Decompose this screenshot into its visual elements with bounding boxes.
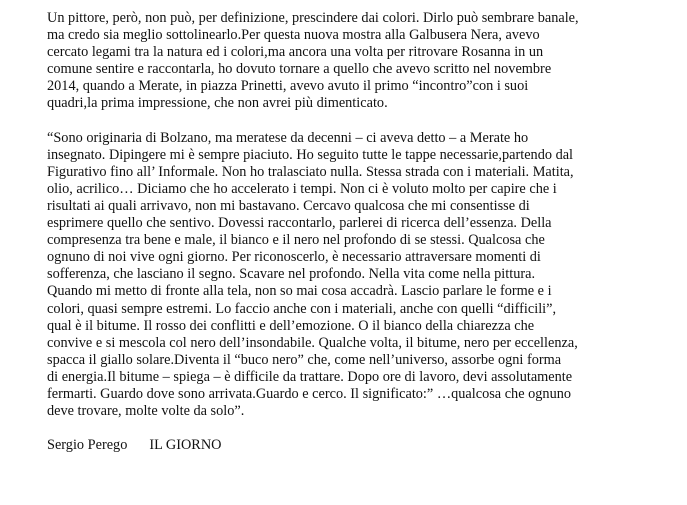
text-line: 2014, quando a Merate, in piazza Prinetti, avevo avuto il primo “incontro”con i suoi [47, 78, 529, 95]
text-line: di energia.Il bitume – spiega – è difficile da trattare. Dopo ore di lavoro, devi assolutamente [47, 368, 573, 385]
text-line: “Sono originaria di Bolzano, ma meratese da decenni – ci aveva detto – a Merate ho [47, 129, 529, 146]
text-line: insegnato. Dipingere mi è sempre piaciuto. Ho seguito tutte le tappe necessarie,partendo dal [47, 146, 574, 163]
text-line: Figurativo fino all’ Informale. Non ho tralasciato nulla. Stessa strada con i materiali. Matita, [47, 163, 574, 180]
text-line: risultati ai quali arrivavo, non mi bastavano. Cercavo qualcosa che mi consentisse di [47, 197, 530, 214]
text-line: olio, acrilico… Diciamo che ho accelerato i tempi. Non ci è voluto molto per capire che i [47, 180, 557, 197]
text-line: colori, quasi sempre estremi. Lo faccio anche con i materiali, anche con quelli “difficili”, [47, 300, 557, 317]
text-line: qual è il bitume. Il rosso dei conflitti e dell’emozione. O il bianco della chiarezza che [47, 317, 535, 334]
text-line: ognuno di noi vive ogni giorno. Per riconoscerlo, è necessario attraversare momenti di [47, 249, 541, 266]
text-line: quadri,la prima impressione, che non avrei più dimenticato. [47, 95, 388, 112]
signature-line [47, 437, 677, 454]
document-page [47, 10, 677, 454]
text-line: deve trovare, molte volte da solo”. [47, 403, 245, 420]
text-line: sofferenza, che lasciano il segno. Scavare nel profondo. Nella vita come nella pittura. [47, 266, 536, 283]
author-name: Sergio Perego [47, 437, 128, 454]
text-line: ma credo sia meglio sottolinearlo.Per questa nuova mostra alla Galbusera Nera, avevo [47, 27, 540, 44]
text-line: cercato legami tra la natura ed i colori,ma ancora una volta per ritrovare Rosanna in un [47, 44, 544, 61]
text-line: spacca il giallo solare.Diventa il “buco nero” che, come nell’universo, assorbe ogni forma [47, 351, 562, 368]
intro-paragraph [47, 10, 677, 113]
text-line: Quando mi metto di fronte alla tela, non so mai cosa accadrà. Lascio parlare le forme e i [47, 283, 552, 300]
quote-paragraph [47, 130, 677, 421]
text-line: comune sentire e raccontarla, ho dovuto tornare a quello che avevo scritto nel novembre [47, 61, 552, 78]
text-line: compresenza tra bene e male, il bianco e il nero nel profondo di se stessi. Qualcosa che [47, 232, 545, 249]
text-line: convive e si mescola col nero dell’insondabile. Qualche volta, il bitume, nero per eccellenza, [47, 334, 578, 351]
paragraph-spacer [47, 113, 677, 130]
text-line: Un pittore, però, non può, per definizione, prescindere dai colori. Dirlo può sembrare banale, [47, 10, 579, 26]
paragraph-spacer [47, 420, 677, 437]
newspaper-name: IL GIORNO [149, 437, 222, 454]
text-line: fermarti. Guardo dove sono arrivata.Guardo e cerco. Il significato:” …qualcosa che ognuno [47, 385, 572, 402]
text-line: esprimere quello che sentivo. Dovessi raccontarlo, parlerei di ricerca dell’essenza. Della [47, 215, 552, 232]
